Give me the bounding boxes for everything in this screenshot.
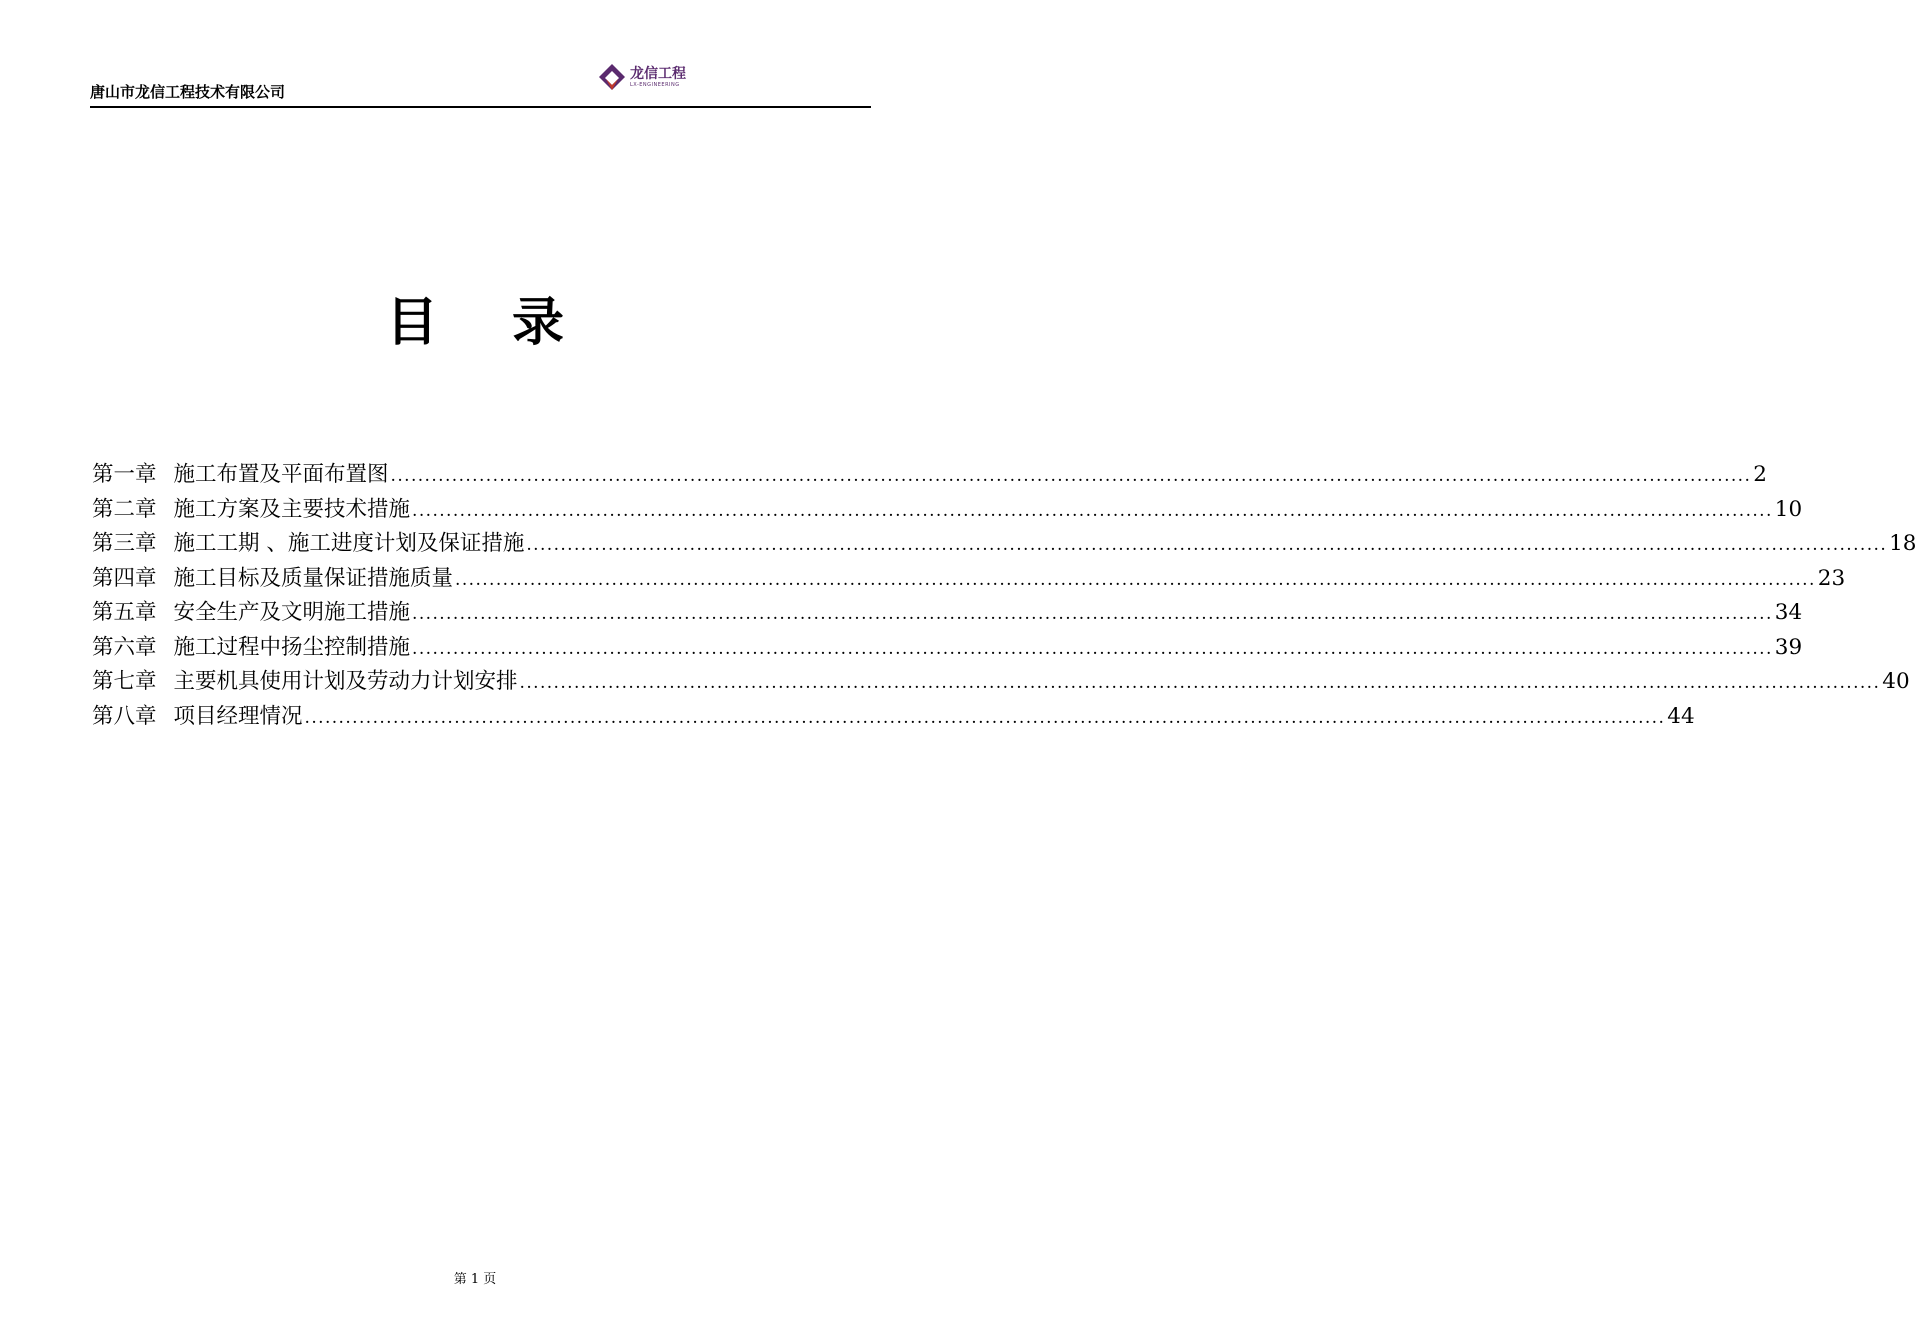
toc-chapter: 第八章 [92, 703, 157, 729]
toc-leader: ........................................................................................................................................................................................................ [304, 707, 1666, 728]
toc-title: 施工方案及主要技术措施 [173, 496, 411, 522]
toc-title: 项目经理情况 [173, 703, 303, 729]
toc-title: 施工过程中扬尘控制措施 [173, 634, 411, 660]
toc-chapter: 第三章 [92, 531, 157, 556]
diamond-logo-icon [597, 62, 627, 92]
toc-page-number: 2 [1753, 462, 1767, 487]
toc-entry[interactable] [92, 526, 1916, 561]
toc-title: 施工工期 、施工进度计划及保证措施 [173, 531, 525, 556]
toc-entry[interactable] [92, 699, 1695, 734]
toc-entry[interactable] [92, 492, 1803, 527]
toc-title: 施工目标及质量保证措施质量 [173, 565, 454, 591]
toc-page-number: 34 [1774, 600, 1803, 625]
toc-page-number: 44 [1667, 703, 1695, 729]
toc-page-number: 10 [1774, 496, 1803, 522]
toc-chapter: 第四章 [92, 565, 157, 591]
toc-leader: ........................................................................................................................................................................................................ [412, 638, 1773, 659]
toc-entry[interactable] [92, 561, 1846, 596]
toc-chapter: 第七章 [92, 669, 157, 694]
toc-chapter: 第六章 [92, 634, 157, 660]
toc-entry[interactable] [92, 595, 1803, 630]
page-footer: 第 1 页 [453, 1272, 497, 1287]
toc-chapter: 第五章 [92, 600, 157, 625]
toc-leader: ........................................................................................................................................................................................................ [412, 500, 1773, 521]
toc-title: 主要机具使用计划及劳动力计划安排 [173, 669, 518, 694]
toc-leader: ........................................................................................................................................................................................................ [455, 569, 1816, 590]
table-of-contents [92, 457, 1916, 733]
toc-title: 安全生产及文明施工措施 [173, 600, 411, 625]
logo-subtext: LX-ENGINEERING [630, 82, 680, 88]
toc-leader: ........................................................................................................................................................................................................ [526, 535, 1888, 555]
toc-page-number: 18 [1889, 531, 1916, 556]
company-name: 唐山市龙信工程技术有限公司 [90, 83, 286, 101]
page-title: 目 录 [385, 293, 593, 353]
toc-chapter: 第二章 [92, 496, 157, 522]
logo-text: 龙信工程 [630, 66, 686, 82]
toc-page-number: 39 [1774, 634, 1803, 660]
toc-chapter: 第一章 [92, 462, 157, 487]
toc-title: 施工布置及平面布置图 [173, 462, 389, 487]
toc-entry[interactable] [92, 630, 1803, 665]
toc-leader: ........................................................................................................................................................................................................ [412, 604, 1773, 624]
toc-leader: ........................................................................................................................................................................................................ [519, 673, 1881, 693]
toc-page-number: 40 [1882, 669, 1910, 694]
toc-entry[interactable] [92, 664, 1910, 699]
toc-page-number: 23 [1817, 565, 1846, 591]
page-header [90, 60, 871, 108]
toc-leader: ........................................................................................................................................................................................................ [390, 466, 1752, 486]
toc-entry[interactable] [92, 457, 1767, 492]
